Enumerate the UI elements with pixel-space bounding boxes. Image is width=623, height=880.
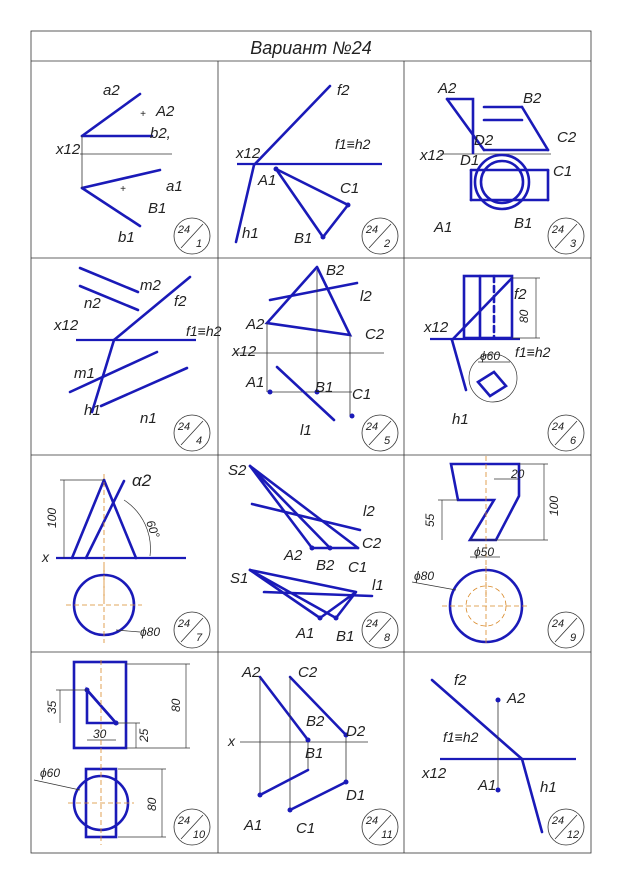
badge-top: 24: [365, 815, 379, 827]
label-C1: C1: [352, 386, 372, 403]
label-h1: h1: [242, 225, 259, 242]
badge-bottom: 2: [383, 238, 391, 250]
label-l1: l1: [300, 422, 312, 439]
badge-top: 24: [177, 618, 191, 630]
label-f2: f2: [454, 672, 467, 689]
dim-80: 80: [169, 698, 183, 712]
badge-bottom: 3: [569, 238, 577, 250]
label-B1: B1: [514, 215, 533, 232]
label-C2: C2: [362, 535, 382, 552]
label-h1: h1: [452, 411, 469, 428]
label-S2: S2: [228, 462, 247, 479]
label-B1: B1: [294, 230, 313, 247]
task-badge-6: [548, 415, 584, 451]
label-m1: m1: [74, 365, 95, 382]
task-badge-9: [548, 612, 584, 648]
dim-80: 80: [517, 309, 531, 323]
label-x12: x12: [56, 141, 81, 158]
badge-bottom: 8: [383, 632, 391, 644]
label-x12: x12: [54, 317, 79, 334]
svg-text:+: +: [120, 184, 126, 195]
label-A1: A1: [258, 172, 277, 189]
dim-phi60: ϕ60: [480, 349, 501, 363]
task-badge-7: [174, 612, 210, 648]
label-f1h2: f1≡h2: [335, 136, 371, 152]
dim-60deg: 60°: [143, 518, 163, 541]
label-C1: C1: [553, 163, 573, 180]
task-8-drawing: [228, 462, 384, 645]
task-badge-5: [362, 415, 398, 451]
badge-bottom: 6: [569, 435, 577, 447]
task-10-drawing: [34, 660, 190, 845]
task-5-drawing: [231, 262, 385, 439]
label-x: x: [228, 733, 235, 749]
task-11-drawing: [227, 664, 368, 837]
label-f2: f2: [337, 82, 350, 99]
task-1-drawing: [55, 82, 183, 246]
label-B1: B1: [315, 379, 334, 396]
label-f1h2: f1≡h2: [515, 344, 551, 360]
label-m2: m2: [140, 277, 161, 294]
label-x12: x12: [424, 319, 449, 336]
label-C1: C1: [348, 559, 368, 576]
badge-top: 24: [551, 224, 565, 236]
label-D2: D2: [474, 132, 494, 149]
dim-phi80: ϕ80: [140, 625, 161, 639]
label-A1: A1: [296, 625, 315, 642]
label-A2: A2: [284, 547, 303, 564]
label-b1: b1: [118, 229, 135, 246]
badge-top: 24: [551, 815, 565, 827]
badge-bottom: 10: [192, 829, 206, 841]
label-C1: C1: [340, 180, 360, 197]
task-badge-8: [362, 612, 398, 648]
label-n1: n1: [140, 410, 157, 427]
label-b2: b2,: [150, 125, 171, 142]
label-a1: a1: [166, 178, 183, 195]
label-B2: B2: [523, 90, 542, 107]
label-l2: l2: [363, 503, 375, 520]
task-9-drawing: [412, 456, 561, 646]
label-B1: B1: [148, 200, 167, 217]
dim-30: 30: [93, 727, 107, 741]
badge-top: 24: [177, 224, 191, 236]
dim-80b: 80: [145, 797, 159, 811]
badge-top: 24: [177, 421, 191, 433]
label-B2: B2: [326, 262, 345, 279]
label-A1: A1: [246, 374, 265, 391]
task-badge-4: [174, 415, 210, 451]
label-x12: x12: [422, 765, 447, 782]
label-C2: C2: [557, 129, 577, 146]
label-f1h2: f1≡h2: [443, 729, 479, 745]
label-A2: A2: [438, 80, 457, 97]
label-A1: A1: [434, 219, 453, 236]
label-S1: S1: [230, 570, 249, 587]
label-C2: C2: [298, 664, 318, 681]
label-D2: D2: [346, 723, 366, 740]
dim-35: 35: [45, 700, 59, 714]
label-C2: C2: [365, 326, 385, 343]
label-B1: B1: [305, 745, 324, 762]
page-title: Вариант №24: [250, 38, 372, 58]
label-f2: f2: [174, 293, 187, 310]
task-2-drawing: [235, 82, 382, 247]
badge-bottom: 1: [195, 238, 203, 250]
label-a2: a2: [103, 82, 120, 99]
badge-top: 24: [365, 224, 379, 236]
badge-top: 24: [177, 815, 191, 827]
label-x12: x12: [232, 343, 257, 360]
label-A2: A2: [246, 316, 265, 333]
task-badge-10: [174, 809, 210, 845]
dim-25: 25: [137, 728, 151, 742]
dim-20: 20: [511, 467, 525, 481]
badge-top: 24: [365, 421, 379, 433]
badge-bottom: 4: [195, 435, 203, 447]
label-x12: x12: [236, 145, 261, 162]
label-f2: f2: [514, 286, 527, 303]
badge-bottom: 5: [383, 435, 391, 447]
badge-top: 24: [551, 421, 565, 433]
badge-bottom: 9: [569, 632, 577, 644]
dim-phi80: ϕ80: [414, 569, 435, 583]
label-l1: l1: [372, 577, 384, 594]
dim-phi60: ϕ60: [40, 766, 61, 780]
badge-top: 24: [365, 618, 379, 630]
label-A2: A2: [242, 664, 261, 681]
label-B2: B2: [316, 557, 335, 574]
dim-55: 55: [423, 513, 437, 527]
badge-top: 24: [551, 618, 565, 630]
label-A1: A1: [244, 817, 263, 834]
label-C1: C1: [296, 820, 316, 837]
label-A2: A2: [156, 103, 175, 120]
label-alpha2: α2: [132, 471, 152, 490]
label-B2: B2: [306, 713, 325, 730]
svg-text:+: +: [140, 109, 146, 120]
task-badge-2: [362, 218, 398, 254]
badge-bottom: 11: [381, 829, 393, 841]
task-12-drawing: [421, 672, 576, 832]
label-l2: l2: [360, 288, 372, 305]
label-h1: h1: [84, 402, 101, 419]
task-7-drawing: [41, 471, 186, 643]
dim-100: 100: [547, 495, 561, 516]
label-B1: B1: [336, 628, 355, 645]
label-A2: A2: [507, 690, 526, 707]
task-badge-12: [548, 809, 584, 845]
badge-bottom: 12: [566, 829, 580, 841]
label-h1: h1: [540, 779, 557, 796]
dim-phi50: ϕ50: [474, 545, 495, 559]
label-D1: D1: [346, 787, 366, 804]
label-x: x: [42, 549, 49, 565]
task-4-drawing: [53, 268, 222, 427]
dim-100: 100: [45, 507, 59, 528]
task-badge-11: [362, 809, 398, 845]
task-6-drawing: [423, 276, 551, 428]
badge-bottom: 7: [195, 632, 203, 644]
task-badge-1: [174, 218, 210, 254]
label-f1h2: f1≡h2: [186, 323, 222, 339]
label-n2: n2: [84, 295, 101, 312]
label-D1: D1: [460, 152, 480, 169]
label-A1: A1: [478, 777, 497, 794]
task-3-drawing: [419, 80, 577, 236]
label-x12: x12: [420, 147, 445, 164]
task-badge-3: [548, 218, 584, 254]
